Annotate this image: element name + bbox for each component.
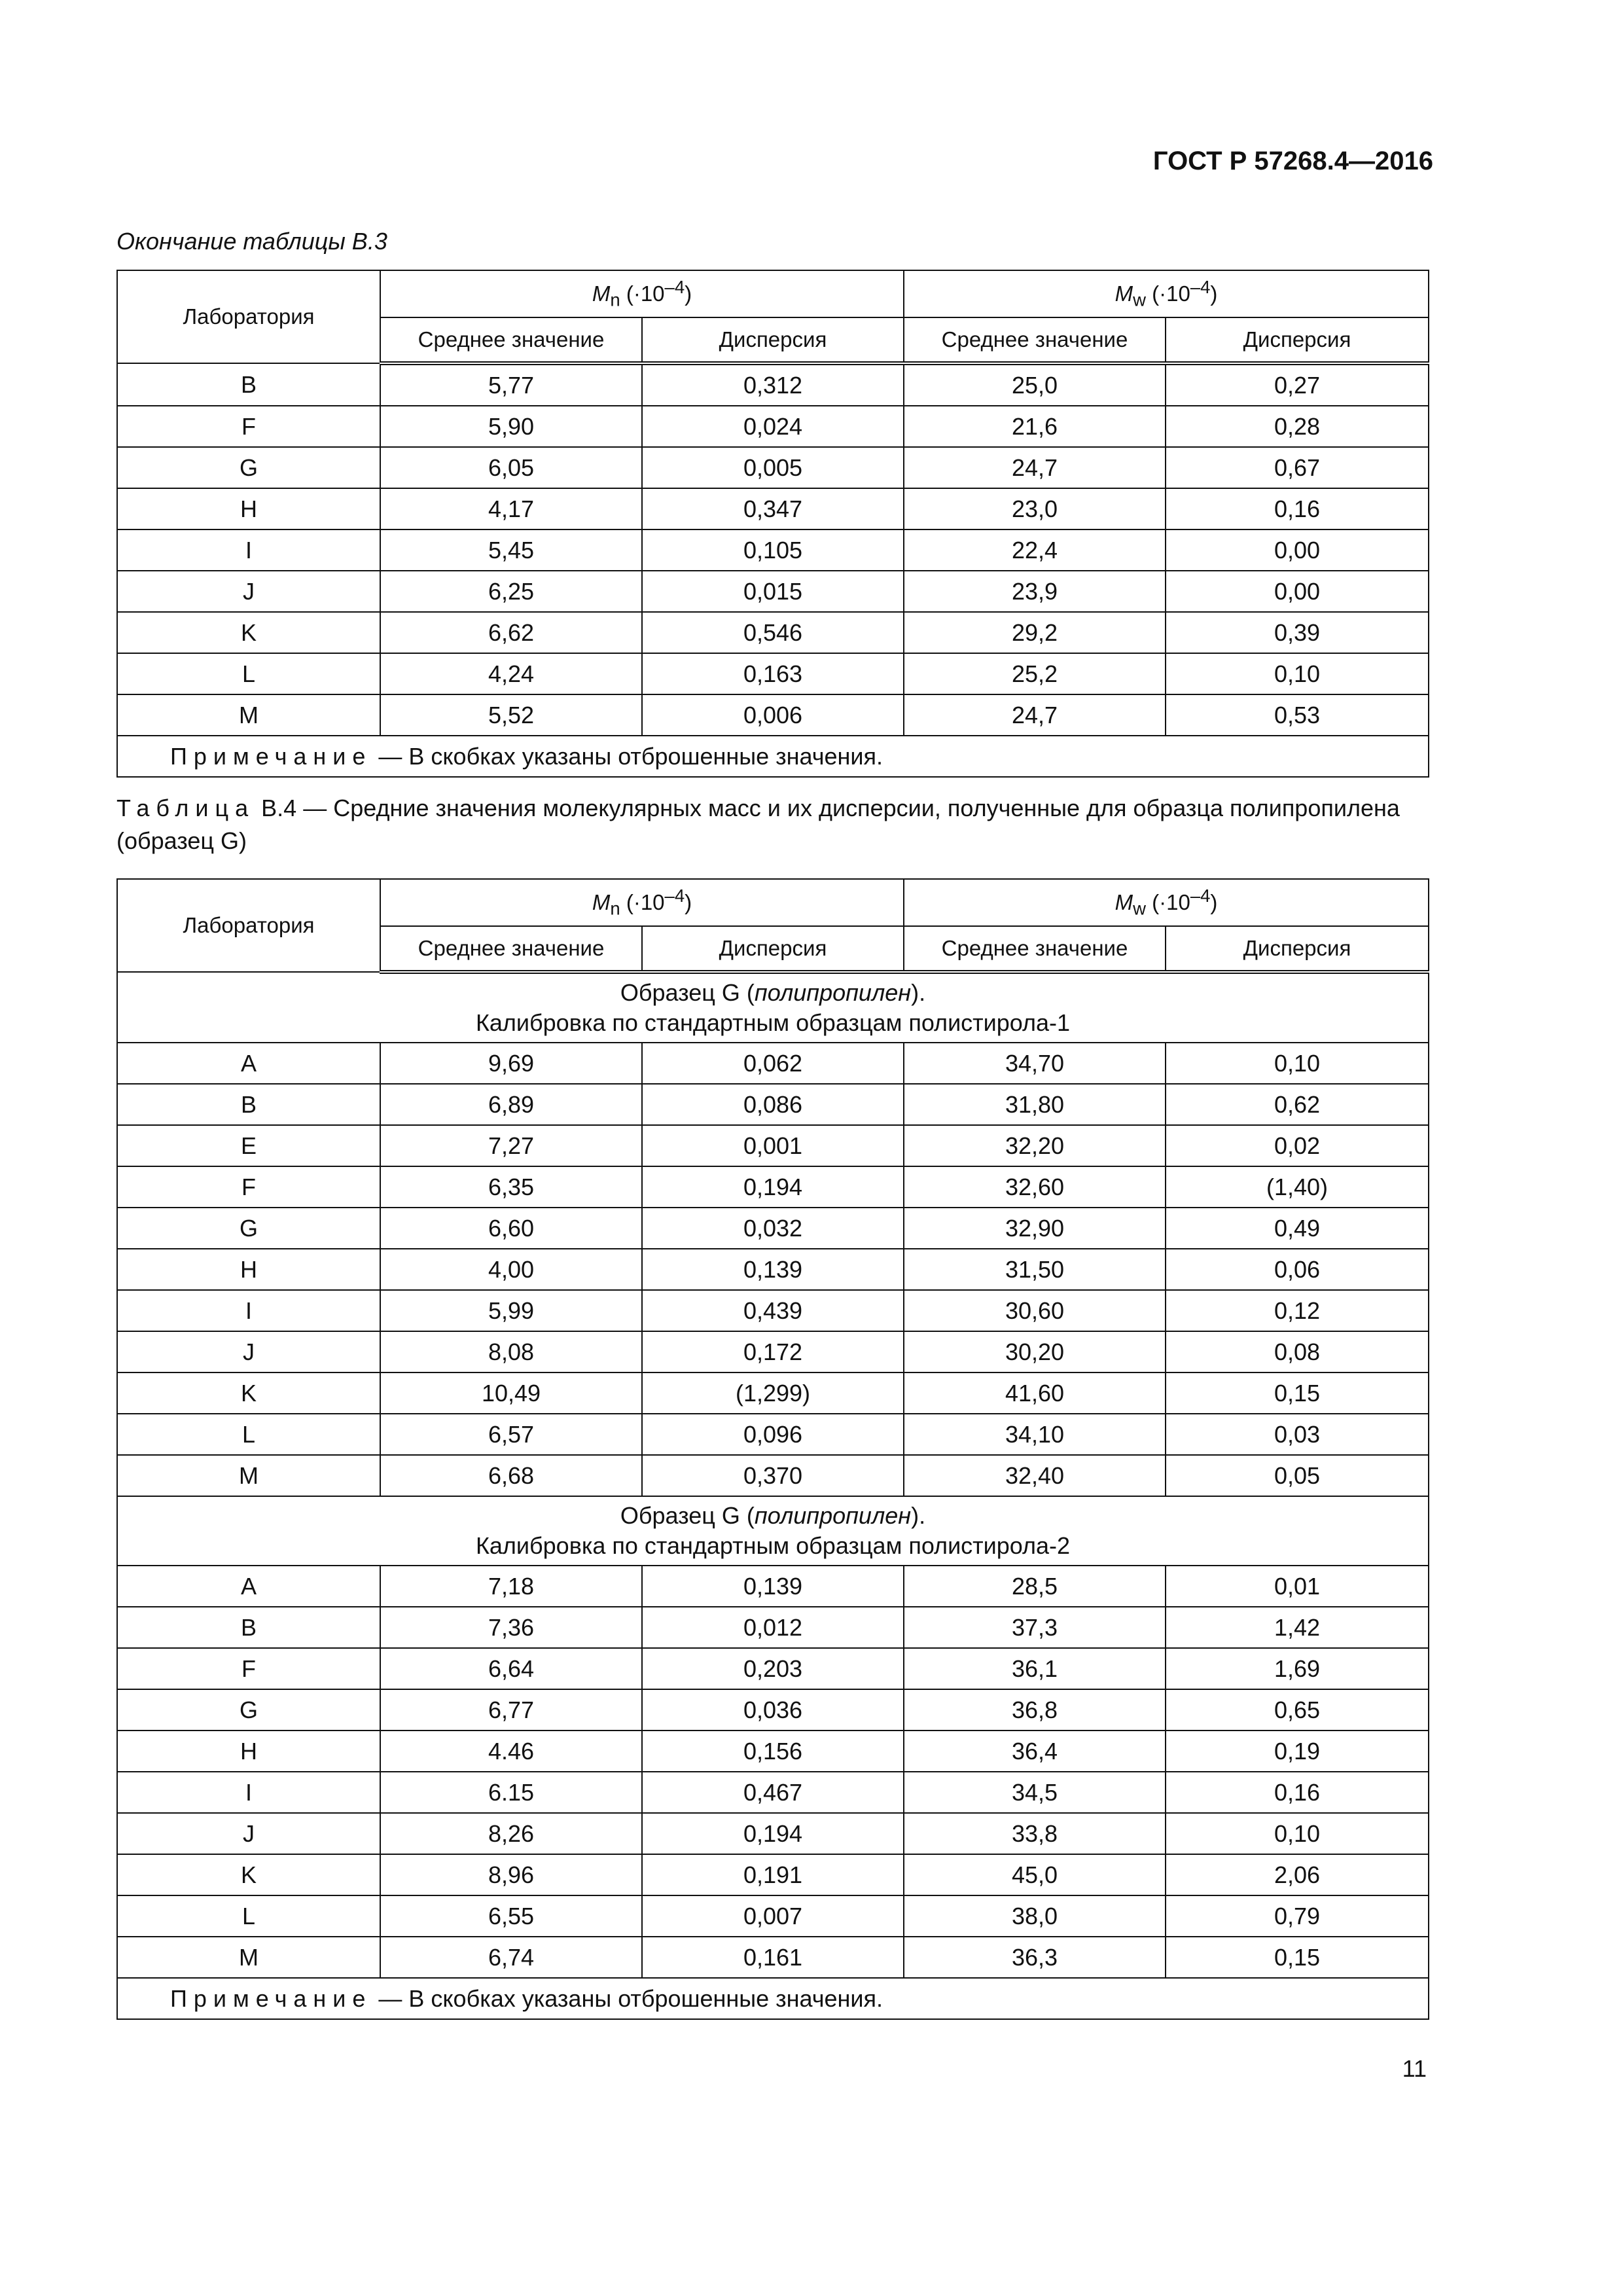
header-mn-dispersion: Дисперсия xyxy=(642,317,904,363)
cell-laboratory: I xyxy=(117,529,380,571)
table-b3 xyxy=(116,270,1429,778)
table-b4-caption-text: В.4 — Средние значения молекулярных масс и их дисперсии, полученные для образца полипропилена (образец G) xyxy=(116,795,1400,854)
cell-mw-dispersion: 0,02 xyxy=(1166,1125,1429,1166)
cell-laboratory: I xyxy=(117,1772,380,1813)
cell-mw-mean: 28,5 xyxy=(904,1566,1166,1607)
table-row xyxy=(117,1689,1429,1731)
cell-mn-dispersion: 0,105 xyxy=(642,529,904,571)
table-row xyxy=(117,1414,1429,1455)
cell-mn-mean: 8,08 xyxy=(380,1331,642,1372)
cell-mn-mean: 7,27 xyxy=(380,1125,642,1166)
cell-laboratory: L xyxy=(117,1414,380,1455)
cell-mw-dispersion: 0,08 xyxy=(1166,1331,1429,1372)
cell-mn-mean: 8,96 xyxy=(380,1854,642,1895)
section-sample-prefix: Образец G ( xyxy=(620,979,755,1006)
cell-mn-dispersion: 0,156 xyxy=(642,1731,904,1772)
cell-laboratory: G xyxy=(117,447,380,488)
cell-mn-mean: 5,99 xyxy=(380,1290,642,1331)
cell-mn-mean: 6.15 xyxy=(380,1772,642,1813)
table-row xyxy=(117,1731,1429,1772)
cell-mw-mean: 25,2 xyxy=(904,653,1166,694)
cell-mn-mean: 9,69 xyxy=(380,1043,642,1084)
cell-mw-mean: 32,40 xyxy=(904,1455,1166,1496)
cell-mn-dispersion: 0,172 xyxy=(642,1331,904,1372)
cell-mn-dispersion: 0,312 xyxy=(642,363,904,406)
table-row xyxy=(117,1331,1429,1372)
cell-mn-mean: 7,18 xyxy=(380,1566,642,1607)
cell-mn-dispersion: 0,086 xyxy=(642,1084,904,1125)
header-mw: $M_w$ $(\cdot 10^{-4})$ xyxy=(904,270,1429,317)
cell-mw-mean: 38,0 xyxy=(904,1895,1166,1937)
cell-mn-mean: 6,05 xyxy=(380,447,642,488)
cell-mw-dispersion: 0,27 xyxy=(1166,363,1429,406)
cell-laboratory: M xyxy=(117,1455,380,1496)
cell-mw-dispersion: 0,06 xyxy=(1166,1249,1429,1290)
cell-laboratory: I xyxy=(117,1290,380,1331)
cell-laboratory: M xyxy=(117,694,380,736)
table-row xyxy=(117,1648,1429,1689)
cell-laboratory: K xyxy=(117,612,380,653)
cell-mw-dispersion: 0,00 xyxy=(1166,571,1429,612)
cell-mw-dispersion: 0,15 xyxy=(1166,1372,1429,1414)
cell-mn-dispersion: 0,194 xyxy=(642,1166,904,1208)
cell-mn-mean: 6,25 xyxy=(380,571,642,612)
cell-mw-dispersion: 0,62 xyxy=(1166,1084,1429,1125)
cell-mw-dispersion: 1,42 xyxy=(1166,1607,1429,1648)
note-label: Примечание xyxy=(170,742,372,770)
cell-mn-dispersion: 0,096 xyxy=(642,1414,904,1455)
cell-laboratory: H xyxy=(117,1249,380,1290)
cell-mw-dispersion: 0,01 xyxy=(1166,1566,1429,1607)
cell-mn-dispersion: 0,007 xyxy=(642,1895,904,1937)
cell-mn-mean: 10,49 xyxy=(380,1372,642,1414)
table-row xyxy=(117,571,1429,612)
cell-mn-mean: 6,77 xyxy=(380,1689,642,1731)
cell-mw-mean: 32,20 xyxy=(904,1125,1166,1166)
cell-laboratory: B xyxy=(117,363,380,406)
cell-mn-dispersion: 0,194 xyxy=(642,1813,904,1854)
cell-mn-mean: 5,52 xyxy=(380,694,642,736)
table-row xyxy=(117,1043,1429,1084)
section-sample-suffix: ). xyxy=(911,1502,926,1529)
header-mw-mean: Среднее значение xyxy=(904,926,1166,972)
section-sample-suffix: ). xyxy=(911,979,926,1006)
header-mw-dispersion: Дисперсия xyxy=(1166,926,1429,972)
cell-mw-dispersion: 0,28 xyxy=(1166,406,1429,447)
cell-mn-dispersion: 0,191 xyxy=(642,1854,904,1895)
cell-mw-mean: 31,80 xyxy=(904,1084,1166,1125)
cell-mw-dispersion: 0,05 xyxy=(1166,1455,1429,1496)
cell-mw-dispersion: 0,12 xyxy=(1166,1290,1429,1331)
cell-mw-dispersion: 0,10 xyxy=(1166,1813,1429,1854)
cell-mn-dispersion: 0,546 xyxy=(642,612,904,653)
table-row xyxy=(117,1772,1429,1813)
cell-mw-dispersion: 0,03 xyxy=(1166,1414,1429,1455)
table-row xyxy=(117,1566,1429,1607)
cell-mw-dispersion: 2,06 xyxy=(1166,1854,1429,1895)
cell-mn-dispersion: 0,370 xyxy=(642,1455,904,1496)
section-header-calibration-2 xyxy=(117,1496,1429,1566)
cell-mw-mean: 34,5 xyxy=(904,1772,1166,1813)
cell-mn-mean: 4,00 xyxy=(380,1249,642,1290)
cell-mn-mean: 6,35 xyxy=(380,1166,642,1208)
cell-mn-dispersion: 0,032 xyxy=(642,1208,904,1249)
cell-mw-dispersion: 0,10 xyxy=(1166,1043,1429,1084)
table-row xyxy=(117,406,1429,447)
table-b4-note xyxy=(117,1978,1429,2019)
table-row xyxy=(117,1166,1429,1208)
table-b3-note xyxy=(117,736,1429,777)
page-number: 11 xyxy=(1402,2055,1427,2082)
table-row xyxy=(117,612,1429,653)
cell-mw-mean: 30,20 xyxy=(904,1331,1166,1372)
table-row xyxy=(117,529,1429,571)
table-row xyxy=(117,363,1429,406)
cell-laboratory: H xyxy=(117,488,380,529)
table-row xyxy=(117,1372,1429,1414)
section-calibration-text: Калибровка по стандартным образцам полистирола-1 xyxy=(475,1009,1071,1036)
cell-mn-mean: 6,68 xyxy=(380,1455,642,1496)
table-row xyxy=(117,1895,1429,1937)
cell-mw-dispersion: 0,16 xyxy=(1166,488,1429,529)
cell-laboratory: L xyxy=(117,653,380,694)
cell-mn-dispersion: 0,005 xyxy=(642,447,904,488)
cell-mn-mean: 6,57 xyxy=(380,1414,642,1455)
cell-mw-dispersion: 0,00 xyxy=(1166,529,1429,571)
cell-mn-mean: 5,77 xyxy=(380,363,642,406)
cell-mn-mean: 4,24 xyxy=(380,653,642,694)
cell-mn-mean: 6,62 xyxy=(380,612,642,653)
header-mn-mean: Среднее значение xyxy=(380,317,642,363)
table-row xyxy=(117,1854,1429,1895)
header-mw: $M_w$ $(\cdot 10^{-4})$ xyxy=(904,879,1429,926)
table-b4 xyxy=(116,878,1429,2020)
cell-mw-dispersion: 0,49 xyxy=(1166,1208,1429,1249)
table-row xyxy=(117,1607,1429,1648)
table-b3-continuation-caption: Окончание таблицы В.3 xyxy=(116,228,387,255)
cell-laboratory: F xyxy=(117,1166,380,1208)
cell-laboratory: M xyxy=(117,1937,380,1978)
cell-mw-mean: 24,7 xyxy=(904,447,1166,488)
cell-laboratory: G xyxy=(117,1208,380,1249)
cell-mw-dispersion: 0,67 xyxy=(1166,447,1429,488)
note-text: — В скобках указаны отброшенные значения. xyxy=(372,1984,883,2012)
table-row xyxy=(117,1249,1429,1290)
cell-laboratory: F xyxy=(117,1648,380,1689)
note-text: — В скобках указаны отброшенные значения. xyxy=(372,742,883,770)
cell-mn-mean: 6,64 xyxy=(380,1648,642,1689)
cell-laboratory: J xyxy=(117,571,380,612)
cell-mw-dispersion: (1,40) xyxy=(1166,1166,1429,1208)
cell-mw-mean: 36,8 xyxy=(904,1689,1166,1731)
document-id: ГОСТ Р 57268.4—2016 xyxy=(1152,147,1433,175)
cell-mw-mean: 41,60 xyxy=(904,1372,1166,1414)
cell-mw-dispersion: 0,65 xyxy=(1166,1689,1429,1731)
cell-mn-dispersion: 0,062 xyxy=(642,1043,904,1084)
cell-laboratory: H xyxy=(117,1731,380,1772)
cell-mn-dispersion: 0,015 xyxy=(642,571,904,612)
table-row xyxy=(117,1937,1429,1978)
table-b4-caption xyxy=(116,792,1428,857)
cell-laboratory: E xyxy=(117,1125,380,1166)
cell-mw-mean: 36,3 xyxy=(904,1937,1166,1978)
cell-laboratory: B xyxy=(117,1084,380,1125)
cell-mn-dispersion: 0,139 xyxy=(642,1566,904,1607)
cell-mn-mean: 5,90 xyxy=(380,406,642,447)
section-sample-material: полипропилен xyxy=(754,979,912,1006)
cell-mw-mean: 32,90 xyxy=(904,1208,1166,1249)
header-laboratory: Лаборатория xyxy=(117,270,380,363)
cell-mn-mean: 5,45 xyxy=(380,529,642,571)
cell-mw-dispersion: 0,19 xyxy=(1166,1731,1429,1772)
cell-mw-dispersion: 0,16 xyxy=(1166,1772,1429,1813)
cell-mn-mean: 6,74 xyxy=(380,1937,642,1978)
cell-laboratory: A xyxy=(117,1566,380,1607)
cell-mw-mean: 23,0 xyxy=(904,488,1166,529)
cell-mw-mean: 37,3 xyxy=(904,1607,1166,1648)
cell-mw-dispersion: 0,79 xyxy=(1166,1895,1429,1937)
cell-mw-mean: 30,60 xyxy=(904,1290,1166,1331)
header-mn: $M_n$ $(\cdot 10^{-4})$ xyxy=(380,270,904,317)
table-row xyxy=(117,1290,1429,1331)
note-label: Примечание xyxy=(170,1984,372,2012)
cell-mn-mean: 6,89 xyxy=(380,1084,642,1125)
cell-mw-dispersion: 0,15 xyxy=(1166,1937,1429,1978)
cell-mn-dispersion: 0,467 xyxy=(642,1772,904,1813)
cell-mw-mean: 22,4 xyxy=(904,529,1166,571)
cell-laboratory: L xyxy=(117,1895,380,1937)
cell-mn-mean: 6,60 xyxy=(380,1208,642,1249)
cell-mn-dispersion: 0,347 xyxy=(642,488,904,529)
cell-mn-dispersion: 0,036 xyxy=(642,1689,904,1731)
cell-mw-dispersion: 0,53 xyxy=(1166,694,1429,736)
cell-mn-dispersion: 0,439 xyxy=(642,1290,904,1331)
section-sample-prefix: Образец G ( xyxy=(620,1502,755,1529)
cell-mw-mean: 24,7 xyxy=(904,694,1166,736)
cell-mw-mean: 21,6 xyxy=(904,406,1166,447)
table-row xyxy=(117,1813,1429,1854)
table-row xyxy=(117,653,1429,694)
cell-mn-mean: 6,55 xyxy=(380,1895,642,1937)
cell-mn-dispersion: 0,006 xyxy=(642,694,904,736)
table-row xyxy=(117,1084,1429,1125)
cell-mw-dispersion: 0,10 xyxy=(1166,653,1429,694)
header-mn-mean: Среднее значение xyxy=(380,926,642,972)
cell-mn-mean: 4,17 xyxy=(380,488,642,529)
section-calibration-text: Калибровка по стандартным образцам полистирола-2 xyxy=(475,1532,1071,1559)
cell-laboratory: K xyxy=(117,1372,380,1414)
cell-mn-dispersion: 0,203 xyxy=(642,1648,904,1689)
cell-mn-dispersion: (1,299) xyxy=(642,1372,904,1414)
section-header-calibration-1 xyxy=(117,972,1429,1043)
cell-mw-mean: 25,0 xyxy=(904,363,1166,406)
cell-laboratory: K xyxy=(117,1854,380,1895)
header-mw-mean: Среднее значение xyxy=(904,317,1166,363)
cell-mw-mean: 34,70 xyxy=(904,1043,1166,1084)
section-sample-material: полипропилен xyxy=(754,1502,912,1529)
header-mw-dispersion: Дисперсия xyxy=(1166,317,1429,363)
cell-laboratory: F xyxy=(117,406,380,447)
cell-mn-dispersion: 0,163 xyxy=(642,653,904,694)
cell-mn-dispersion: 0,161 xyxy=(642,1937,904,1978)
table-row xyxy=(117,694,1429,736)
cell-mw-dispersion: 1,69 xyxy=(1166,1648,1429,1689)
cell-mw-mean: 29,2 xyxy=(904,612,1166,653)
header-mn-dispersion: Дисперсия xyxy=(642,926,904,972)
cell-mn-dispersion: 0,024 xyxy=(642,406,904,447)
cell-mw-mean: 34,10 xyxy=(904,1414,1166,1455)
cell-mw-mean: 31,50 xyxy=(904,1249,1166,1290)
table-row xyxy=(117,1455,1429,1496)
cell-laboratory: A xyxy=(117,1043,380,1084)
header-mn: $M_n$ $(\cdot 10^{-4})$ xyxy=(380,879,904,926)
cell-mn-dispersion: 0,001 xyxy=(642,1125,904,1166)
table-row xyxy=(117,1125,1429,1166)
cell-mw-mean: 32,60 xyxy=(904,1166,1166,1208)
table-row xyxy=(117,1208,1429,1249)
cell-mn-dispersion: 0,139 xyxy=(642,1249,904,1290)
cell-laboratory: J xyxy=(117,1331,380,1372)
header-laboratory: Лаборатория xyxy=(117,879,380,972)
cell-mn-mean: 8,26 xyxy=(380,1813,642,1854)
cell-mw-mean: 33,8 xyxy=(904,1813,1166,1854)
cell-mw-mean: 36,4 xyxy=(904,1731,1166,1772)
cell-mw-mean: 23,9 xyxy=(904,571,1166,612)
cell-mw-dispersion: 0,39 xyxy=(1166,612,1429,653)
cell-mw-mean: 45,0 xyxy=(904,1854,1166,1895)
table-row xyxy=(117,488,1429,529)
cell-mn-mean: 4.46 xyxy=(380,1731,642,1772)
cell-laboratory: G xyxy=(117,1689,380,1731)
cell-mw-mean: 36,1 xyxy=(904,1648,1166,1689)
cell-mn-dispersion: 0,012 xyxy=(642,1607,904,1648)
cell-mn-mean: 7,36 xyxy=(380,1607,642,1648)
table-row xyxy=(117,447,1429,488)
table-b4-caption-label: Таблица xyxy=(116,795,255,821)
cell-laboratory: B xyxy=(117,1607,380,1648)
cell-laboratory: J xyxy=(117,1813,380,1854)
